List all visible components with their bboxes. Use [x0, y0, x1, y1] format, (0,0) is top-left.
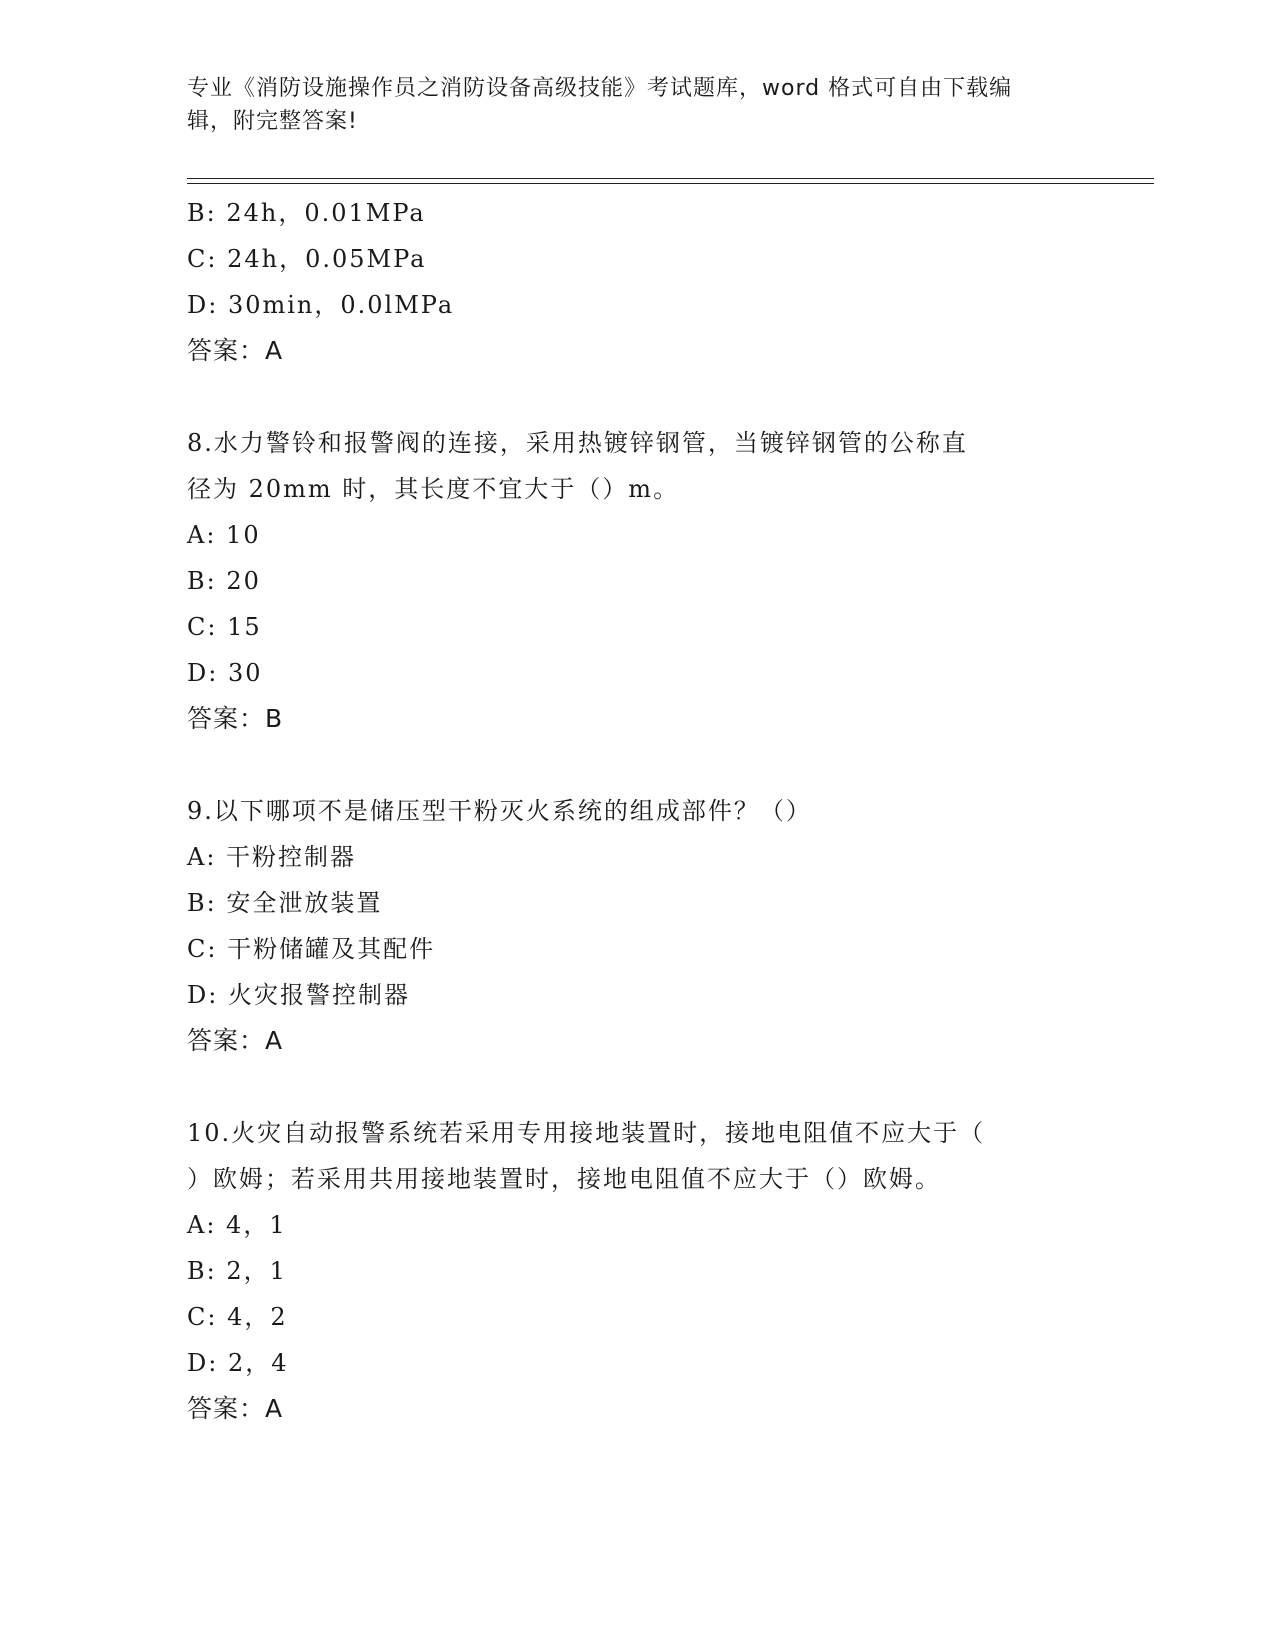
question-9: [187, 788, 1087, 1064]
option-c: C: 干粉储罐及其配件: [187, 935, 436, 963]
question-list: [187, 190, 1087, 1432]
option-a: A: 干粉控制器: [187, 843, 357, 871]
option-d: D: 火灾报警控制器: [187, 981, 410, 1009]
option-b: B: 安全泄放装置: [187, 889, 383, 917]
header-divider-top: [187, 178, 1154, 179]
answer: 答案：B: [187, 704, 284, 733]
option-a: A: 4，1: [187, 1211, 287, 1239]
spacer: [187, 1064, 1087, 1110]
spacer: [187, 374, 1087, 420]
option-c: C: 15: [187, 613, 262, 641]
option-b: B: 2，1: [187, 1257, 287, 1285]
question-10: [187, 1110, 1087, 1432]
question-8: [187, 420, 1087, 742]
question-text-line: 8.水力警铃和报警阀的连接，采用热镀锌钢管，当镀锌钢管的公称直: [187, 429, 968, 457]
option-d: D: 2，4: [187, 1349, 289, 1377]
header-line-1: 专业《消防设施操作员之消防设备高级技能》考试题库，word 格式可自由下载编: [187, 76, 1013, 101]
spacer: [187, 742, 1087, 788]
option-b: B: 24h，0.01MPa: [187, 199, 426, 227]
question-text-line: ）欧姆；若采用共用接地装置时，接地电阻值不应大于（）欧姆。: [187, 1165, 941, 1193]
answer: 答案：A: [187, 336, 284, 365]
option-a: A: 10: [187, 521, 261, 549]
option-b: B: 20: [187, 567, 261, 595]
answer: 答案：A: [187, 1394, 284, 1423]
option-c: C: 4，2: [187, 1303, 288, 1331]
previous-question-tail: [187, 190, 1087, 374]
document-header: [187, 72, 1067, 138]
question-text-line: 10.火灾自动报警系统若采用专用接地装置时，接地电阻值不应大于（: [187, 1119, 986, 1147]
option-d: D: 30min，0.0lMPa: [187, 291, 455, 319]
option-d: D: 30: [187, 659, 263, 687]
option-c: C: 24h，0.05MPa: [187, 245, 427, 273]
header-divider-bottom: [187, 183, 1154, 184]
question-text-line: 9.以下哪项不是储压型干粉灭火系统的组成部件？（）: [187, 797, 812, 825]
header-line-2: 辑，附完整答案!: [187, 109, 358, 134]
question-text-line: 径为 20mm 时，其长度不宜大于（）m。: [187, 475, 680, 503]
answer: 答案：A: [187, 1026, 284, 1055]
